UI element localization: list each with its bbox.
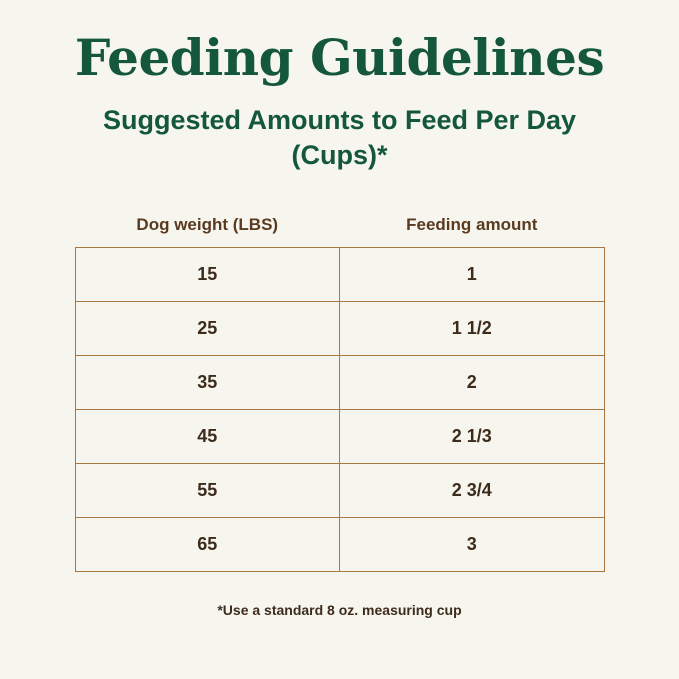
cell-dog-weight: 45: [75, 410, 340, 464]
footnote: *Use a standard 8 oz. measuring cup: [217, 602, 462, 619]
table-header: [75, 214, 604, 248]
feeding-table-container: [75, 214, 605, 572]
table-row: [75, 518, 604, 572]
cell-feeding-amount: 2 1/3: [340, 410, 605, 464]
cell-dog-weight: 55: [75, 464, 340, 518]
cell-dog-weight: 15: [75, 248, 340, 302]
column-header-dog-weight: Dog weight (LBS): [136, 215, 279, 235]
table-header-row: [75, 214, 604, 248]
table-row: [75, 302, 604, 356]
column-header-feeding-amount: Feeding amount: [406, 215, 538, 235]
cell-feeding-amount: 2 3/4: [340, 464, 605, 518]
cell-dog-weight: 65: [75, 518, 340, 572]
cell-dog-weight: 35: [75, 356, 340, 410]
table-row: [75, 248, 604, 302]
cell-feeding-amount: 3: [340, 518, 605, 572]
cell-feeding-amount: 2: [340, 356, 605, 410]
page-subtitle: Suggested Amounts to Feed Per Day (Cups)*: [102, 105, 577, 170]
feeding-table: [75, 214, 605, 572]
table-row: [75, 464, 604, 518]
page-title: Feeding Guidelines: [74, 28, 605, 87]
table-row: [75, 410, 604, 464]
cell-dog-weight: 25: [75, 302, 340, 356]
table-row: [75, 356, 604, 410]
cell-feeding-amount: 1 1/2: [340, 302, 605, 356]
table-body: [75, 248, 604, 572]
cell-feeding-amount: 1: [340, 248, 605, 302]
